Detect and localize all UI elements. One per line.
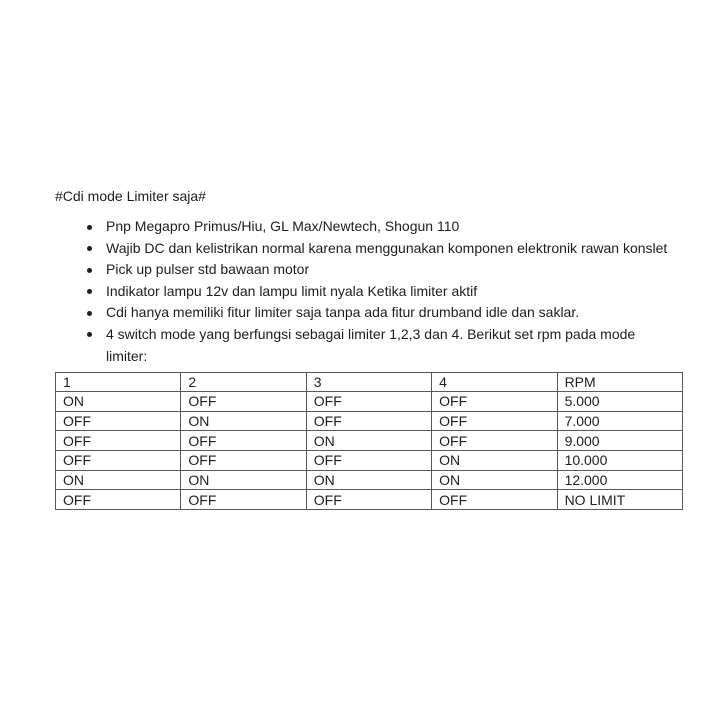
bullet-item [84, 259, 674, 281]
table-cell: ON [56, 470, 181, 490]
table-cell: ON [432, 470, 557, 490]
table-cell: OFF [306, 411, 431, 431]
bullet-text: 4 switch mode yang berfungsi sebagai limiter 1,2,3 dan 4. Berikut set rpm pada mode limiter: [106, 325, 636, 364]
bullet-item [84, 238, 674, 260]
table-row [56, 490, 683, 510]
bullet-dot-icon [87, 225, 92, 230]
table-cell: OFF [306, 450, 431, 470]
bullet-item [84, 302, 674, 324]
table-row [56, 392, 683, 412]
table-cell: ON [306, 470, 431, 490]
bullet-item [84, 216, 674, 238]
bullet-dot-icon [87, 268, 92, 273]
table-row [56, 431, 683, 451]
table-cell: ON [181, 411, 306, 431]
table-row [56, 450, 683, 470]
bullet-item [84, 281, 674, 303]
bullet-text: Cdi hanya memiliki fitur limiter saja tanpa ada fitur drumband idle dan saklar. [106, 304, 580, 321]
table-cell: OFF [56, 411, 181, 431]
table-cell: 12.000 [557, 470, 682, 490]
bullet-item [84, 324, 674, 367]
table-cell: 5.000 [557, 392, 682, 412]
table-cell: ON [181, 470, 306, 490]
table-cell: 10.000 [557, 450, 682, 470]
bullet-text: Indikator lampu 12v dan lampu limit nyala Ketika limiter aktif [106, 282, 478, 299]
table-cell: OFF [432, 411, 557, 431]
table-cell: OFF [432, 490, 557, 510]
table-cell: OFF [56, 450, 181, 470]
bullet-text: Pnp Megapro Primus/Hiu, GL Max/Newtech, Shogun 110 [106, 218, 460, 234]
table-cell: ON [306, 431, 431, 451]
table-cell: OFF [56, 490, 181, 510]
rpm-switch-mode-table [55, 372, 683, 510]
table-row [56, 470, 683, 490]
table-cell: OFF [432, 392, 557, 412]
bullet-text: Wajib DC dan kelistrikan normal karena menggunakan komponen elektronik rawan konslet [106, 239, 668, 256]
bullet-text: Pick up pulser std bawaan motor [106, 261, 310, 278]
bullet-dot-icon [87, 332, 92, 337]
bullet-dot-icon [87, 246, 92, 251]
table-header-cell: 4 [432, 373, 557, 392]
table-cell: OFF [181, 392, 306, 412]
bullet-list [84, 216, 674, 367]
bullet-dot-icon [87, 311, 92, 316]
table-header-cell: RPM [557, 373, 682, 392]
table-cell: OFF [56, 431, 181, 451]
table-cell: OFF [306, 490, 431, 510]
table-cell: OFF [181, 490, 306, 510]
table-header-cell: 3 [306, 373, 431, 392]
table-cell: 7.000 [557, 411, 682, 431]
table-cell: OFF [432, 431, 557, 451]
bullet-dot-icon [87, 289, 92, 294]
table-cell: OFF [181, 450, 306, 470]
document-title: #Cdi mode Limiter saja# [55, 188, 206, 204]
table-header-row [56, 373, 683, 392]
table-row [56, 411, 683, 431]
table-cell: 9.000 [557, 431, 682, 451]
table-cell: ON [432, 450, 557, 470]
table-header-cell: 2 [181, 373, 306, 392]
table-cell: ON [56, 392, 181, 412]
table-cell: OFF [306, 392, 431, 412]
table-header-cell: 1 [56, 373, 181, 392]
table-cell: NO LIMIT [557, 490, 682, 510]
table-cell: OFF [181, 431, 306, 451]
